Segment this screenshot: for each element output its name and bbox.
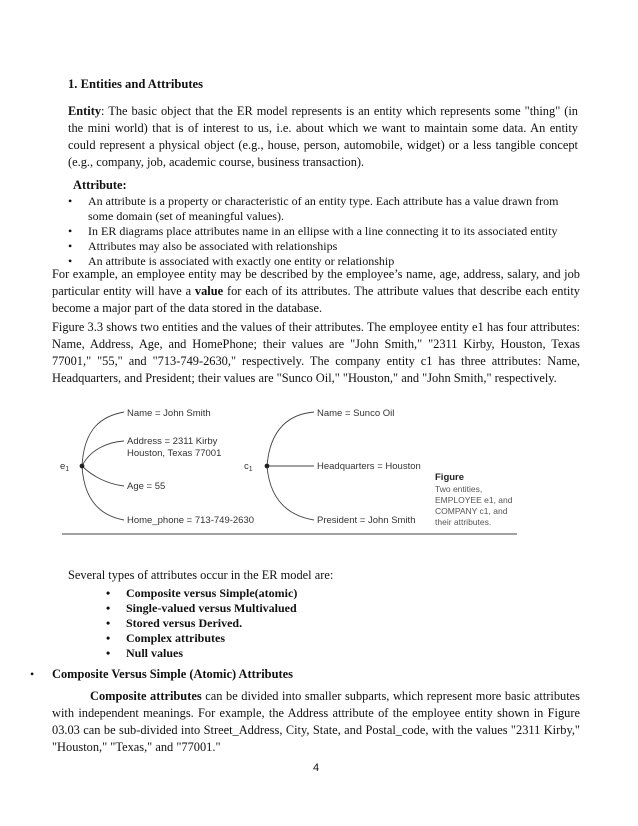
- list-item: • An attribute is associated with exactly one entity or relationship: [68, 254, 395, 268]
- bullet-icon: •: [106, 616, 111, 630]
- bullet-icon: •: [68, 239, 73, 253]
- e1-phone-line: [82, 466, 124, 520]
- c1-president-attr: President = John Smith: [317, 515, 416, 526]
- e1-name-line: [82, 412, 124, 466]
- entity-term: Entity: [68, 104, 102, 118]
- list-item: • Attributes may also be associated with relationships: [68, 239, 338, 253]
- e1-address-line: [82, 441, 124, 466]
- composite-term: Composite attributes: [90, 689, 202, 703]
- attribute-types-list: [106, 586, 406, 661]
- list-item: • Null values: [106, 646, 184, 660]
- e1-address-line2: Houston, Texas 77001: [127, 448, 222, 459]
- figure-reference-paragraph: Figure 3.3 shows two entities and the values of their attributes. The employee entity e1 has four attributes: Name, Address, Age, and HomePhone; their values are "John Smith," "2311 Kirby, Houston, Texas 77001," "55," and "713-749-2630," respectively. The company entity c1 has three attributes: Name, Headquarters, and President; their values are "Sunco Oil," "Houston," and "John Smith," respectively.: [52, 320, 580, 385]
- entity-attribute-figure: [52, 398, 522, 538]
- c1-name-line: [267, 412, 314, 466]
- page-number: 4: [313, 762, 320, 774]
- e1-age-attr: Age = 55: [127, 481, 166, 492]
- entity-paragraph: [68, 103, 578, 171]
- types-intro: Several types of attributes occur in the ER model are:: [68, 568, 334, 582]
- list-item: • Single-valued versus Multivalued: [106, 601, 297, 615]
- e1-address-attr: Address = 2311 Kirby: [127, 436, 218, 447]
- list-item: • An attribute is a property or characteristic of an entity type. Each attribute has a value drawn from some domain (set of meaningful values).: [68, 194, 559, 223]
- figure-caption-line: EMPLOYEE e1, and: [435, 495, 513, 505]
- bullet-icon: •: [106, 631, 111, 645]
- c1-president-line: [267, 466, 314, 520]
- figure-caption-line: their attributes.: [435, 517, 492, 527]
- figure-caption-title: Figure: [435, 472, 465, 483]
- c1-label: $c_1$: [244, 461, 253, 473]
- bullet-icon: •: [30, 667, 35, 681]
- list-item: • Complex attributes: [106, 631, 225, 645]
- bullet-icon: •: [106, 646, 111, 660]
- composite-paragraph: Composite attributes can be divided into smaller subparts, which represent more basic attributes with independent meanings. For example, the Address attribute of the employee entity shown in Figure 03.03 can be sub-divided into Street_Address, City, State, and Postal_code, with the values "2311 Kirby," "Houston," "Texas," and "77001.": [52, 689, 580, 754]
- composite-heading: Composite Versus Simple (Atomic) Attributes: [52, 667, 293, 681]
- entity-text: : The basic object that the ER model represents is an entity which represents some "thing" (in the mini world) that is of interest to us, i.e. about which we want to maintain some data. An entity could represent a physical object (e.g., house, person, automobile, widget) or a less tangible concept (e.g., company, job, academic course, business transaction).: [68, 104, 578, 169]
- bullet-icon: •: [68, 254, 73, 268]
- list-item: • Stored versus Derived.: [106, 616, 243, 630]
- list-item: • In ER diagrams place attributes name in an ellipse with a line connecting it to its associated entity: [68, 224, 558, 238]
- bullet-icon: •: [68, 194, 73, 208]
- e1-phone-attr: Home_phone = 713-749-2630: [127, 515, 255, 526]
- bullet-icon: •: [68, 224, 73, 238]
- list-item: • Composite versus Simple(atomic): [106, 586, 298, 600]
- attribute-heading: Attribute:: [73, 178, 127, 192]
- e1-dot: [80, 464, 85, 469]
- e1-name-attr: Name = John Smith: [127, 408, 211, 419]
- figure-caption-line: COMPANY c1, and: [435, 506, 508, 516]
- bullet-icon: •: [106, 586, 111, 600]
- c1-hq-attr: Headquarters = Houston: [317, 461, 421, 472]
- e1-label: $e_1$: [60, 461, 70, 473]
- c1-name-attr: Name = Sunco Oil: [317, 408, 395, 419]
- figure-caption-line: Two entities,: [435, 484, 483, 494]
- value-term: value: [194, 284, 224, 298]
- section-title: 1. Entities and Attributes: [68, 77, 204, 91]
- example-paragraph: For example, an employee entity may be described by the employee’s name, age, address, salary, and job particular entity will have a value for each of its attributes. The attribute values that describe each entity become a major part of the data stored in the database.: [52, 267, 580, 315]
- e1-age-line: [82, 466, 124, 486]
- bullet-icon: •: [106, 601, 111, 615]
- attribute-bullets: [68, 194, 580, 269]
- c1-dot: [265, 464, 270, 469]
